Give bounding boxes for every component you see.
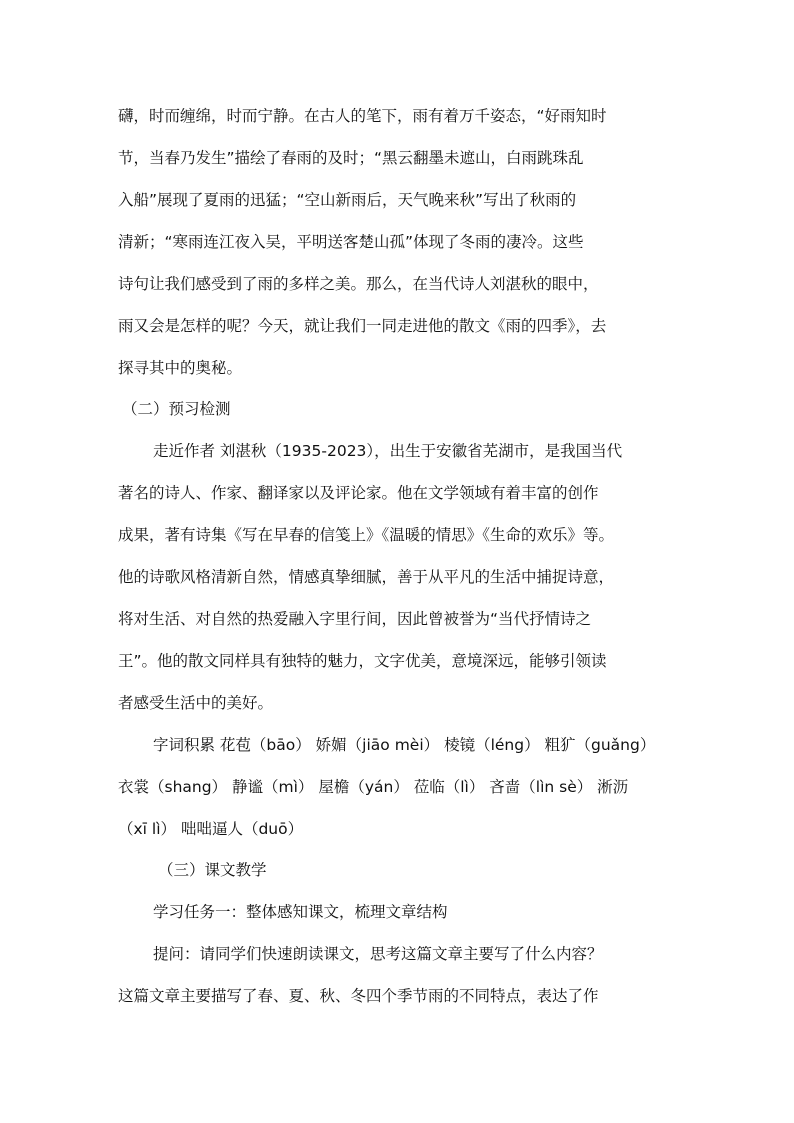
task-heading: 学习任务一：整体感知课文，梳理文章结构	[153, 903, 448, 921]
paragraph-line: 探寻其中的奥秘。	[118, 359, 243, 377]
vocabulary-line: 字词积累 花苞（bāo） 娇媚（jiāo mèi） 棱镜（léng） 粗犷（guǎng）	[153, 736, 656, 754]
paragraph-line: 清新；“寒雨连江夜入吴，平明送客楚山孤”体现了冬雨的凄冷。这些	[118, 233, 584, 251]
vocabulary-line: 衣裳（shang） 静谧（mì） 屋檐（yán） 莅临（lì） 吝啬（lìn sè） 淅沥	[118, 778, 629, 796]
paragraph-line: 节，当春乃发生”描绘了春雨的及时；“黑云翻墨未遮山，白雨跳珠乱	[118, 149, 584, 167]
paragraph-line: 雨又会是怎样的呢？今天，就让我们一同走进他的散文《雨的四季》，去	[118, 317, 607, 335]
paragraph-line: 这篇文章主要描写了春、夏、秋、冬四个季节雨的不同特点，表达了作	[118, 987, 599, 1005]
vocabulary-line: （xī lì） 咄咄逼人（duō）	[118, 820, 304, 838]
section-heading-teaching: （三）课文教学	[158, 861, 267, 879]
paragraph-line: 著名的诗人、作家、翻译家以及评论家。他在文学领域有着丰富的创作	[118, 484, 599, 502]
paragraph-line: 将对生活、对自然的热爱融入字里行间，因此曾被誉为“当代抒情诗之	[118, 610, 592, 628]
section-heading-preview: （二）预习检测	[122, 400, 231, 418]
paragraph-line: 成果，著有诗集《写在早春的信笺上》《温暖的情思》《生命的欢乐》等。	[118, 526, 615, 544]
paragraph-line: 礴，时而缠绵，时而宁静。在古人的笔下，雨有着万千姿态，“好雨知时	[118, 107, 607, 125]
paragraph-line: 诗句让我们感受到了雨的多样之美。那么，在当代诗人刘湛秋的眼中，	[118, 275, 599, 293]
paragraph-line: 入船”展现了夏雨的迅猛；“空山新雨后，天气晚来秋”写出了秋雨的	[118, 191, 577, 209]
paragraph-line: 他的诗歌风格清新自然，情感真挚细腻，善于从平凡的生活中捕捉诗意，	[118, 568, 615, 586]
paragraph-line: 者感受生活中的美好。	[118, 694, 274, 712]
paragraph-line: 提问：请同学们快速朗读课文，思考这篇文章主要写了什么内容？	[153, 945, 603, 963]
paragraph-line: 王”。他的散文同样具有独特的魅力，文字优美，意境深远，能够引领读	[118, 652, 607, 670]
paragraph-line: 走近作者 刘湛秋（1935-2023），出生于安徽省芜湖市，是我国当代	[153, 442, 623, 460]
